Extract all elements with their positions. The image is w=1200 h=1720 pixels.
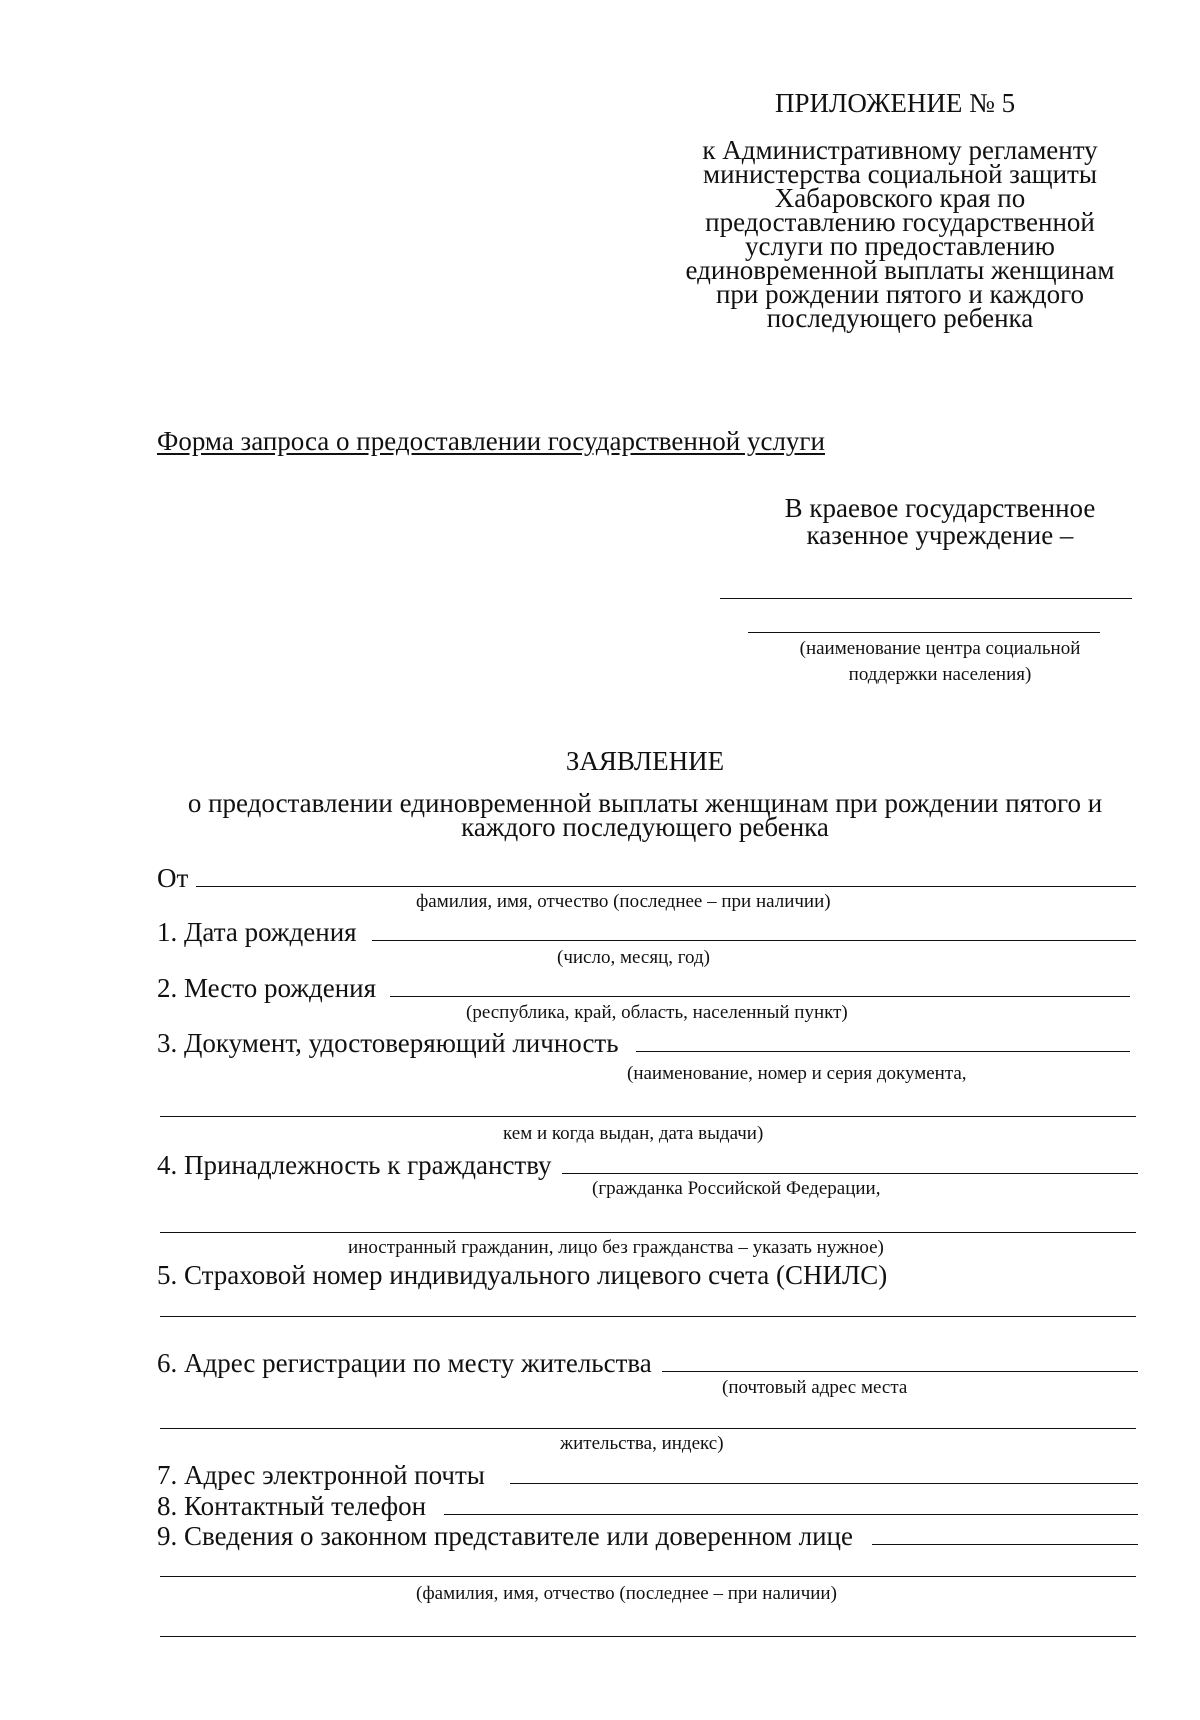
address-blank-2[interactable] — [160, 1428, 1136, 1429]
statement-subheading-1: о предоставлении единовременной выплаты женщинам при рождении пятого и — [187, 788, 1103, 818]
citizenship-blank-2[interactable] — [160, 1232, 1136, 1233]
birth-date-blank[interactable] — [372, 940, 1136, 941]
citizenship-blank-1[interactable] — [562, 1173, 1138, 1174]
snils-label: 5. Страховой номер индивидуального лицевого счета (СНИЛС) — [157, 1260, 888, 1290]
birth-place-blank[interactable] — [390, 996, 1130, 997]
statement-subheading-2: каждого последующего ребенка — [461, 812, 829, 842]
id-doc-label: 3. Документ, удостоверяющий личность — [157, 1028, 619, 1058]
appendix-line: единовременной выплаты женщинам — [685, 255, 1115, 285]
appendix-line: к Административному регламенту — [702, 135, 1098, 165]
addressee-caption-1: (наименование центра социальной — [799, 638, 1081, 659]
representative-caption: (фамилия, имя, отчество (последнее – при наличии) — [416, 1583, 837, 1604]
citizenship-caption-1: (гражданка Российской Федерации, — [592, 1178, 881, 1199]
representative-blank-1[interactable] — [872, 1544, 1138, 1545]
appendix-line: последующего ребенка — [766, 303, 1034, 333]
representative-label: 9. Сведения о законном представителе или доверенном лице — [157, 1521, 853, 1551]
citizenship-label: 4. Принадлежность к гражданству — [157, 1150, 552, 1180]
appendix-reference — [660, 135, 1140, 333]
representative-blank-3[interactable] — [160, 1636, 1136, 1637]
appendix-line: при рождении пятого и каждого — [715, 279, 1085, 309]
birth-place-caption: (республика, край, область, населенный пункт) — [466, 1002, 848, 1023]
form-title: Форма запроса о предоставлении государственной услуги — [157, 426, 825, 456]
id-doc-blank-1[interactable] — [636, 1051, 1130, 1052]
representative-blank-2[interactable] — [160, 1576, 1136, 1577]
appendix-line: услуги по предоставлению — [745, 231, 1055, 261]
addressee-blank-2[interactable] — [748, 632, 1100, 633]
birth-place-label: 2. Место рождения — [157, 973, 377, 1003]
address-caption-2: жительства, индекс) — [560, 1433, 724, 1454]
email-blank[interactable] — [510, 1483, 1138, 1484]
snils-blank[interactable] — [160, 1316, 1136, 1317]
from-label: От — [157, 863, 189, 893]
addressee-blank-1[interactable] — [720, 598, 1132, 599]
phone-label: 8. Контактный телефон — [157, 1491, 427, 1521]
addressee-line-1: В краевое государственное — [784, 493, 1096, 523]
id-doc-caption-2: кем и когда выдан, дата выдачи) — [503, 1123, 764, 1144]
id-doc-caption-1: (наименование, номер и серия документа, — [627, 1063, 967, 1084]
birth-date-caption: (число, месяц, год) — [557, 947, 711, 968]
appendix-title: ПРИЛОЖЕНИЕ № 5 — [775, 88, 1016, 118]
addressee-line-2: казенное учреждение – — [806, 520, 1074, 550]
birth-date-label: 1. Дата рождения — [157, 917, 357, 947]
citizenship-caption-2: иностранный гражданин, лицо без гражданства – указать нужное) — [348, 1237, 884, 1258]
from-blank[interactable] — [196, 886, 1136, 887]
addressee-caption-2: поддержки населения) — [848, 664, 1032, 685]
address-caption-1: (почтовый адрес места — [722, 1377, 908, 1398]
appendix-line: министерства социальной защиты — [703, 159, 1097, 189]
address-label: 6. Адрес регистрации по месту жительства — [157, 1348, 652, 1378]
address-blank-1[interactable] — [662, 1371, 1138, 1372]
from-caption: фамилия, имя, отчество (последнее – при наличии) — [416, 891, 831, 912]
id-doc-blank-2[interactable] — [160, 1116, 1136, 1117]
appendix-line: Хабаровского края по — [774, 183, 1026, 213]
email-label: 7. Адрес электронной почты — [157, 1460, 485, 1490]
appendix-line: предоставлению государственной — [705, 207, 1095, 237]
phone-blank[interactable] — [444, 1514, 1138, 1515]
statement-heading: ЗАЯВЛЕНИЕ — [565, 746, 725, 776]
